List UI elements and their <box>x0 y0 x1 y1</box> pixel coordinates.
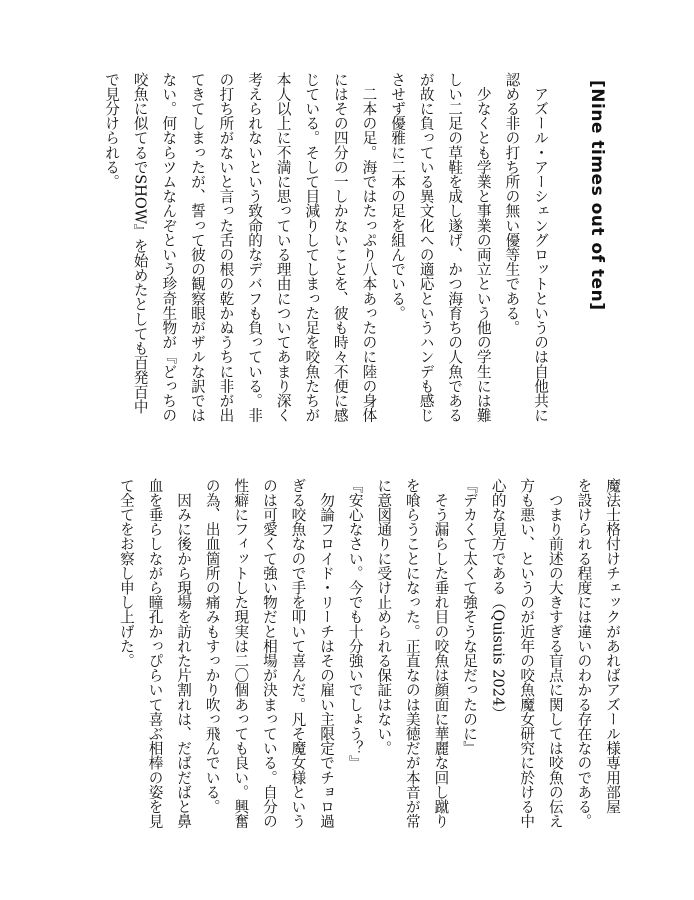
text-line: で見分けられる。 <box>103 72 121 189</box>
text-line: させず優雅に二本の足を組んでいる。 <box>389 72 407 321</box>
text-line: ない。何ならツムなんぞという珍奇生物が『どっちの <box>160 72 178 423</box>
text-line: 『安心なさい。今でも十分強いでしょう？』 <box>346 478 364 770</box>
text-line: つまり前述の大きすぎる盲点に関しては咬魚の伝え <box>546 478 564 829</box>
text-line: 少なくとも学業と事業の両立という他の学生には難 <box>474 72 492 423</box>
text-line: 血を垂らしながら瞳孔かっぴらいて喜ぶ相棒の姿を見 <box>146 478 164 829</box>
text-line: 勿論フロイド・リーチはその雇い主限定でチョロ過 <box>318 478 336 829</box>
text-line: て全てをお察し申し上げた。 <box>117 478 135 668</box>
text-line: に意図通りに受け止められる保証はない。 <box>375 478 393 756</box>
text-line: 本人以上に不満に思っている理由についてあまり深く <box>274 72 292 423</box>
bottom-text-block <box>96 478 626 848</box>
text-line: 咬魚に似てるでSHOW』を始めたとしても百発百中 <box>131 72 149 414</box>
text-line: そう漏らした垂れ目の咬魚は顔面に華麗な回し蹴り <box>432 478 450 829</box>
text-line: しい二足の草鞋を成し遂げ、かつ海育ちの人魚である <box>446 72 464 423</box>
chapter-title: [Nine times out of ten] <box>587 80 607 311</box>
text-line: 因みに後から現場を訪れた片割れは、だばだばと鼻 <box>175 478 193 829</box>
top-text-block <box>103 72 554 452</box>
text-line: じている。そして目減りしてしまった足を咬魚たちが <box>303 72 321 423</box>
text-line: 考えられないという致命的なデバフも負っている。非 <box>246 72 264 423</box>
text-line: 魔法士格付けチェックがあればアズール様専用部屋 <box>604 478 621 814</box>
text-line: 『デカくて太くて強そうな足だったのに』 <box>461 478 479 756</box>
text-line: 方も悪い、というのが近年の咬魚魔女研究に於ける中 <box>518 478 536 829</box>
text-line: にはその四分の一しかないことを、彼も時々不便に感 <box>331 72 349 423</box>
text-line: のは可愛くて強い物だと相場が決まっている。自分の <box>260 478 278 829</box>
text-line: の為、出血箇所の痛みもすっかり吹っ飛んでいる。 <box>203 478 221 814</box>
text-line: 心的な見方である（Quisuis 2024） <box>489 478 507 721</box>
text-line: が故に負っている異文化への適応というハンデも感じ <box>417 72 435 423</box>
text-line: を喰らうことになった。正直なのは美徳だが本音が常 <box>403 478 421 829</box>
text-line: てきてしまったが、誓って彼の観察眼がザルな訳では <box>188 72 206 423</box>
text-line: 性癖にフィットした現実は二〇個あっても良い。興奮 <box>232 478 250 829</box>
text-line: 二本の足。海ではたっぷり八本あったのに陸の身体 <box>360 72 378 423</box>
text-line: を設けられる程度には違いのわかる存在なのである。 <box>575 478 593 829</box>
text-line: 認める非の打ち所の無い優等生である。 <box>503 72 521 335</box>
text-line: ぎる咬魚なので手を叩いて喜んだ。凡そ魔女様という <box>289 478 307 829</box>
text-line: アズール・アーシェングロットというのは自他共に <box>532 72 549 423</box>
text-line: の打ち所がないと言った舌の根の乾かぬうちに非が出 <box>217 72 235 423</box>
